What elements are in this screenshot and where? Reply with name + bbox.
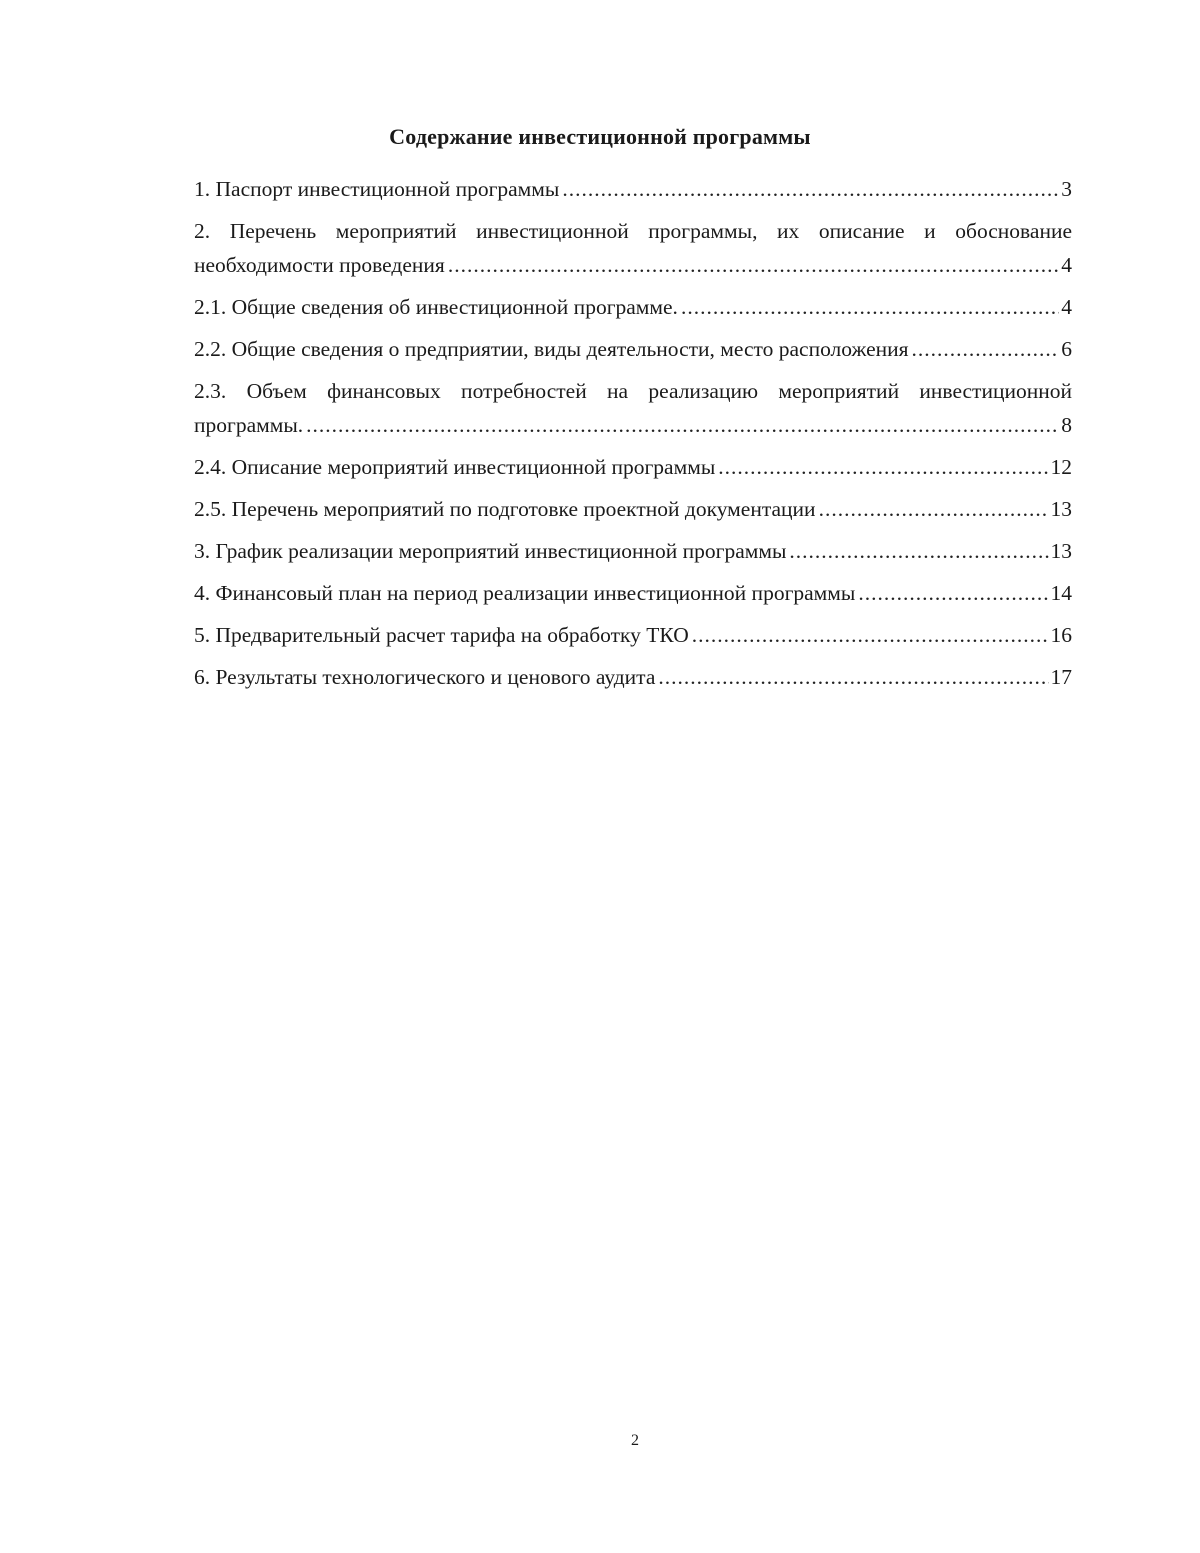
toc-entry-text: 5. Предварительный расчет тарифа на обработку ТКО (194, 623, 689, 647)
toc-page-number: 13 (1050, 539, 1072, 563)
toc-line (194, 618, 1072, 652)
toc-line (194, 172, 1072, 206)
toc-entry-2 (194, 214, 1072, 282)
toc-entry-text: 2.5. Перечень мероприятий по подготовке проектной документации (194, 497, 816, 521)
toc-entry-2-1 (194, 290, 1072, 324)
toc-page-number: 14 (1050, 581, 1072, 605)
toc-line (194, 332, 1072, 366)
toc-entry-text: 4. Финансовый план на период реализации инвестиционной программы (194, 581, 856, 605)
toc-dot-leader (658, 660, 1048, 694)
toc-entry-2-5 (194, 492, 1072, 526)
toc-line (194, 450, 1072, 484)
toc-entry-3 (194, 534, 1072, 568)
toc-dot-leader (789, 534, 1048, 568)
toc-dot-leader (681, 290, 1059, 324)
toc-entry-text: 2.1. Общие сведения об инвестиционной программе. (194, 295, 678, 319)
toc-entry-text: 1. Паспорт инвестиционной программы (194, 177, 560, 201)
toc-line (194, 534, 1072, 568)
toc-entry-2-4 (194, 450, 1072, 484)
toc-page-number: 16 (1050, 623, 1072, 647)
toc-dot-leader (912, 332, 1060, 366)
toc-entry-6 (194, 660, 1072, 694)
toc-page-number: 4 (1061, 295, 1072, 319)
toc-dot-leader (306, 408, 1059, 442)
toc-line (194, 576, 1072, 610)
toc-line (194, 248, 1072, 282)
toc-line (194, 492, 1072, 526)
toc-page-number: 17 (1050, 665, 1072, 689)
toc-line (194, 660, 1072, 694)
toc-dot-leader (858, 576, 1048, 610)
toc-page-number: 12 (1050, 455, 1072, 479)
toc-entry-text: 2.4. Описание мероприятий инвестиционной программы (194, 455, 716, 479)
toc-entry-1 (194, 172, 1072, 206)
toc-entry-text-line1: 2.3. Объем финансовых потребностей на реализацию мероприятий инвестиционной (194, 379, 1072, 403)
toc-entry-text: 6. Результаты технологического и ценового аудита (194, 665, 656, 689)
toc-entry-4 (194, 576, 1072, 610)
page-number: 2 (631, 1432, 639, 1449)
toc-dot-leader (819, 492, 1049, 526)
toc-dot-leader (692, 618, 1049, 652)
toc-page-number: 13 (1050, 497, 1072, 521)
toc-entry-5 (194, 618, 1072, 652)
toc-line (194, 408, 1072, 442)
toc-dot-leader (448, 248, 1059, 282)
toc-entry-text-line1: 2. Перечень мероприятий инвестиционной программы, их описание и обоснование (194, 219, 1072, 243)
toc-page-number: 4 (1061, 253, 1072, 277)
toc-entry-2-2 (194, 332, 1072, 366)
toc-page-number: 3 (1061, 177, 1072, 201)
toc-line (194, 290, 1072, 324)
toc-dot-leader (562, 172, 1059, 206)
toc-dot-leader (718, 450, 1048, 484)
toc-entry-text: программы. (194, 413, 304, 437)
page-title: Содержание инвестиционной программы (389, 124, 811, 149)
toc-entry-text: 2.2. Общие сведения о предприятии, виды деятельности, место расположения (194, 337, 909, 361)
toc-entry-text: 3. График реализации мероприятий инвестиционной программы (194, 539, 787, 563)
table-of-contents (194, 172, 1072, 702)
toc-page-number: 8 (1061, 413, 1072, 437)
toc-entry-2-3 (194, 374, 1072, 442)
toc-page-number: 6 (1061, 337, 1072, 361)
toc-entry-text: необходимости проведения (194, 253, 445, 277)
